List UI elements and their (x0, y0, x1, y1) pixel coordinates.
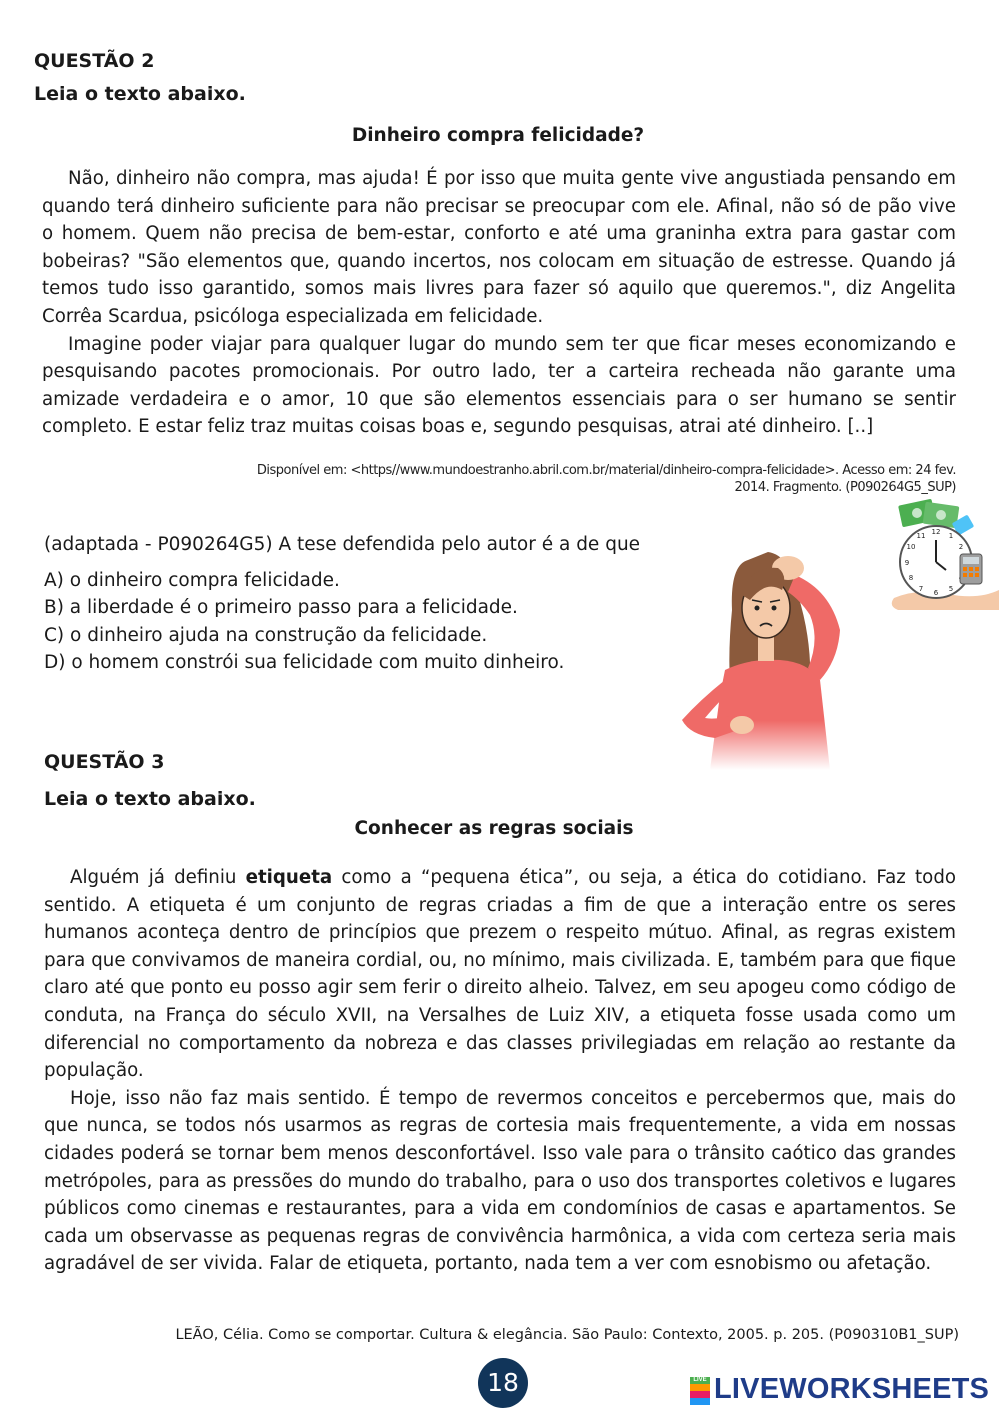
q3-paragraph-1 (44, 864, 956, 1085)
sweater-shape (710, 660, 830, 770)
hand-on-hip (730, 716, 754, 734)
q2-heading: QUESTÃO 2 (34, 50, 155, 72)
clock-number: 6 (933, 589, 939, 597)
worried-girl-illustration (670, 520, 850, 780)
q2-question (44, 531, 640, 677)
q2-instruction: Leia o texto abaixo. (34, 83, 246, 105)
q2-option-b[interactable]: B) a liberdade é o primeiro passo para a felicidade. (44, 597, 518, 618)
logo-letter: LIVE (690, 1377, 710, 1384)
money-bill-2-seal (936, 510, 946, 520)
liveworksheets-logo-icon (690, 1377, 710, 1405)
clock-number: 12 (931, 528, 941, 536)
page-number-badge: 18 (478, 1358, 528, 1408)
q2-prompt: (adaptada - P090264G5) A tese defendida pelo autor é a de que (44, 534, 641, 555)
q2-paragraph-1: Não, dinheiro não compra, mas ajuda! É por isso que muita gente vive angustiada pensando em quando terá dinheiro suficiente para não precisar se preocupar com ele. Afinal, não só de pão vive o homem. Quem não precisa de bem-estar, conforto e até uma graninha extra para gastar com bobeiras? "São elementos que, quando incertos, nos colocam em situação de estresse. Quando já temos tudo isso garantido, somos mais livres para fazer só aquilo que queremos.", diz Angelita Corrêa Scardua, psicóloga especializada em felicidade. (42, 168, 956, 327)
money-bill-1-seal (912, 508, 922, 518)
clock-number: 9 (904, 559, 910, 567)
q2-source (150, 462, 956, 496)
q2-option-c[interactable]: C) o dinheiro ajuda na construção da felicidade. (44, 624, 488, 646)
q2-text-body (42, 165, 956, 441)
left-eye (755, 606, 760, 611)
clock-number: 11 (916, 532, 926, 540)
q3-text-body (44, 864, 956, 1278)
clock-number: 7 (918, 585, 924, 593)
q2-text-title: Dinheiro compra felicidade? (351, 125, 645, 146)
q2-paragraph-2: Imagine poder viajar para qualquer lugar do mundo sem ter que ficar meses economizando e pesquisando pacotes promocionais. Por outro lado, ter a carteira recheada não garante uma amizade verdadeira e o amor, 10 que são elementos essenciais para o ser humano se sentir completo. E estar feliz traz muitas coisas boas e, segundo pesquisas, atrai até dinheiro. [..] (42, 333, 956, 438)
q2-option-a[interactable]: A) o dinheiro compra felicidade. (44, 569, 340, 591)
clock-number: 5 (948, 585, 954, 593)
q2-source-line2: 2014. Fragmento. (P090264G5_SUP) (734, 480, 956, 495)
neck (758, 635, 774, 661)
q3-p1-bold-term: etiqueta (245, 867, 333, 888)
q2-option-d[interactable]: D) o homem constrói sua felicidade com muito dinheiro. (44, 652, 565, 673)
q3-paragraph-2: Hoje, isso não faz mais sentido. É tempo de revermos conceitos e percebermos que, mais do que nunca, se todos nós usarmos as regras de cortesia mais frequentemente, a vida em nossas cidades poderá se tornar bem menos desconfortável. Isso vale para o trânsito caótico das grandes metrópoles, para as pressões do mundo do trabalho, para o uso dos transportes coletivos e lugares públicos como cinemas e restaurantes, para a vida em condomínios de casas e apartamentos. Se cada um observasse as pequenas regras de convivência harmônica, a vida com certeza seria mais agradável de ser vivida. Falar de etiqueta, portanto, nada tem a ver com esnobismo ou afetação. (44, 1087, 956, 1275)
clock-number: 1 (948, 532, 954, 540)
q3-heading: QUESTÃO 3 (44, 751, 165, 773)
q3-instruction: Leia o texto abaixo. (44, 788, 256, 810)
q3-p1-start: Alguém já definiu (70, 867, 246, 888)
clock-number: 2 (958, 543, 964, 551)
clock-number: 8 (908, 574, 914, 582)
q2-source-line1: Disponível em: <https//www.mundoestranho.abril.com.br/material/dinheiro-compra-felicidade>. Acesso em: 24 fev. (256, 463, 956, 478)
clock-number: 10 (906, 543, 916, 551)
calculator-screen (963, 557, 979, 564)
time-money-illustration (888, 498, 999, 610)
q3-p1-rest: como a “pequena ética”, ou seja, a ética do cotidiano. Faz todo sentido. A etiqueta é um conjunto de regras criadas a fim de que a interação entre os seres humanos aconteça dentro de princípios que prezem o respeito mútuo. Afinal, as regras existem para que convivamos de maneira cordial, ou, no mínimo, mais civilizada. E, também para que fique claro até que ponto eu posso agir sem ferir o direito alheio. Talvez, em seu apogeu como código de conduta, na França do século XVII, na Versalhes de Luiz XIV, a etiqueta fosse usada como um diferencial no comportamento da nobreza e das classes privilegiadas em relação ao restante da população. (44, 867, 956, 1082)
q3-source: LEÃO, Célia. Como se comportar. Cultura & elegância. São Paulo: Contexto, 2005. p. 205. (P090310B1_SUP) (175, 1327, 959, 1343)
q3-text-title: Conhecer as regras sociais (354, 818, 634, 839)
right-eye (772, 606, 777, 611)
liveworksheets-brand[interactable]: LIVEWORKSHEETS (714, 1373, 990, 1405)
